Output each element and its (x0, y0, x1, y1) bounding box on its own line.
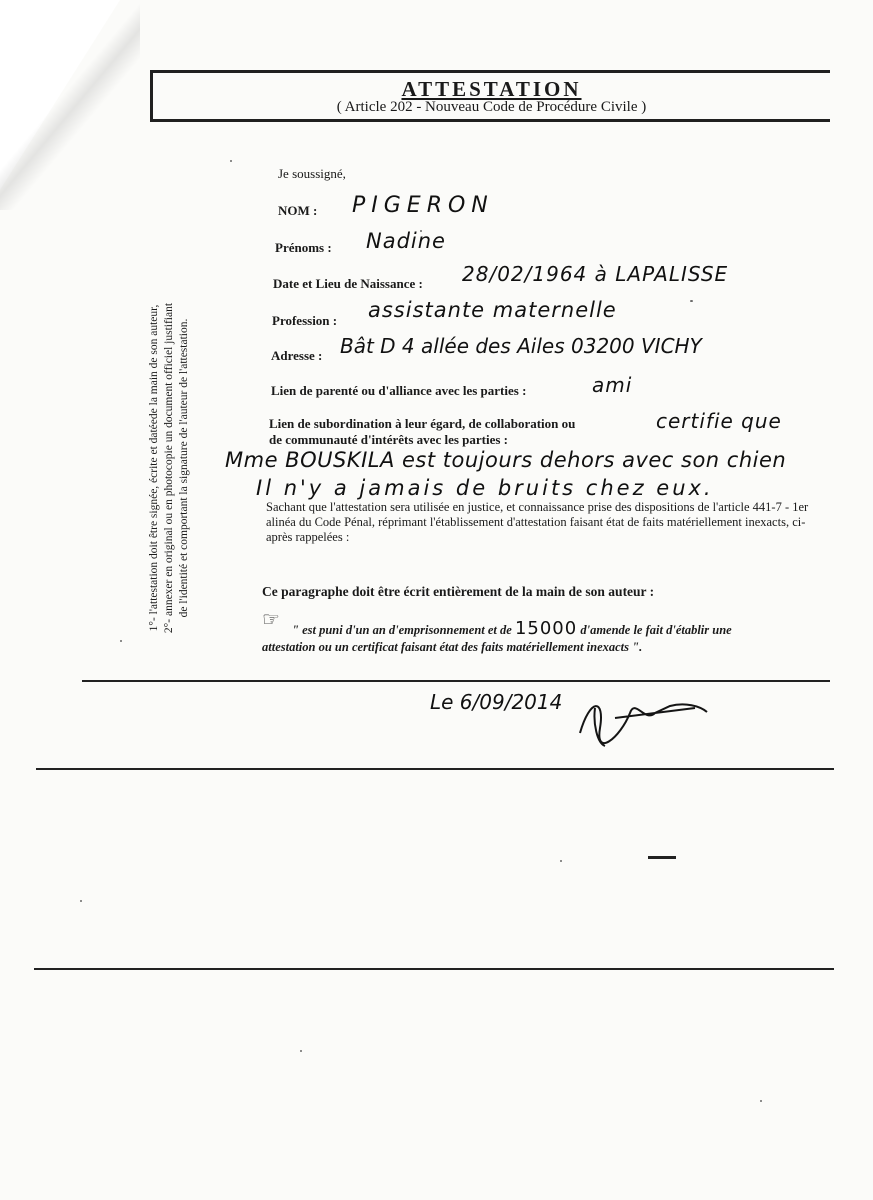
document-title: ATTESTATION (401, 77, 582, 101)
profession-value: assistante maternelle (368, 298, 617, 322)
parente-label: Lien de parenté ou d'alliance avec les parties : (271, 383, 527, 398)
quote-line-2: attestation ou un certificat faisant état des faits matériellement inexacts ". (262, 640, 643, 654)
parente-value: ami (592, 373, 633, 397)
subordination-value: certifie que (656, 409, 782, 433)
quote-amount: 15000 (514, 618, 578, 639)
subordination-label-2: de communauté d'intérêts avec les parties : (269, 432, 509, 447)
statement-line-1: Mme BOUSKILA est toujours dehors avec son chien (225, 448, 787, 472)
quote-line-1 (292, 618, 732, 639)
statement-line-2: Il n'y a jamais de bruits chez eux. (256, 476, 714, 500)
naissance-label: Date et Lieu de Naissance : (273, 276, 423, 291)
adresse-value: Bât D 4 allée des Ailes 03200 VICHY (340, 334, 702, 358)
stray-mark (648, 856, 676, 859)
intro-text: Je soussigné, (278, 166, 346, 181)
side-note-1: 1°- l'attestation doit être signée, écrite et datéede la main de son auteur, (148, 304, 160, 632)
naissance-value: 28/02/1964 à LAPALISSE (462, 262, 729, 286)
nom-value: PIGERON (352, 193, 494, 218)
signature-scribble (575, 688, 715, 748)
divider-middle (36, 768, 834, 770)
signature-date: Le 6/09/2014 (430, 690, 563, 714)
adresse-label: Adresse : (271, 348, 323, 363)
divider-bottom (34, 968, 834, 970)
prenoms-value: Nadine (366, 229, 446, 253)
subordination-label-1: Lien de subordination à leur égard, de collaboration ou (269, 416, 576, 431)
title-box (150, 70, 830, 122)
side-note-3: de l'identité et comportant la signature de l'auteur de l'attestation. (178, 318, 190, 618)
prenoms-label: Prénoms : (275, 240, 332, 255)
profession-label: Profession : (272, 313, 338, 328)
side-note-2: 2°- annexer en original ou en photocopie un document officiel justifiant (163, 302, 175, 634)
quote-text-b: d'amende le fait d'établir une (580, 623, 732, 637)
legal-paragraph: Sachant que l'attestation sera utilisée en justice, et connaissance prise des dispositions de l'article 441-7 - 1er alinéa du Code Pénal, réprimant l'établissement d'attestation faisant état de faits matériellement inexacts, ci-après rappelées : (266, 500, 809, 544)
divider-top (82, 680, 830, 682)
pointing-hand-icon: ☞ (262, 609, 280, 631)
side-instructions (147, 248, 237, 688)
document-subtitle: ( Article 202 - Nouveau Code de Procédure Civile ) (336, 99, 647, 115)
quote-text-a: " est puni d'un an d'emprisonnement et de (292, 623, 512, 637)
instruction-text: Ce paragraphe doit être écrit entièrement de la main de son auteur : (262, 584, 655, 599)
nom-label: NOM : (278, 203, 318, 218)
